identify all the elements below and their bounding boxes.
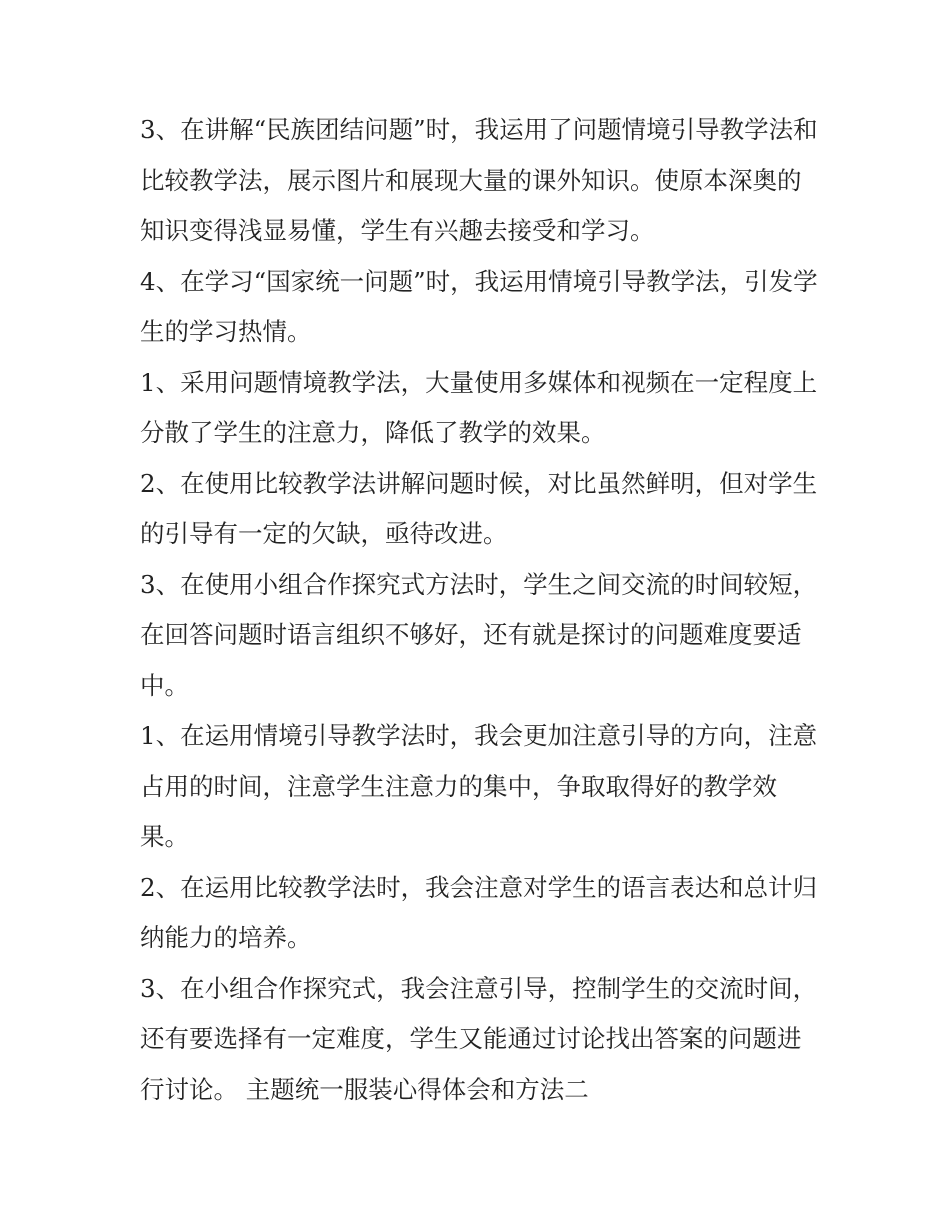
paragraph-7: 2、在运用比较教学法时，我会注意对学生的语言表达和总计归纳能力的培养。 [140,872,818,952]
paragraph-4: 2、在使用比较教学法讲解问题时候，对比虽然鲜明，但对学生的引导有一定的欠缺，亟待改进。 [140,468,818,548]
paragraph-1: 3、在讲解“民族团结问题”时，我运用了问题情境引导教学法和比较教学法，展示图片和展现大量的课外知识。使原本深奥的知识变得浅显易懂，学生有兴趣去接受和学习。 [140,115,818,245]
document-body [140,105,820,1115]
paragraph-3: 1、采用问题情境教学法，大量使用多媒体和视频在一定程度上分散了学生的注意力，降低了教学的效果。 [140,367,818,447]
paragraph-6: 1、在运用情境引导教学法时，我会更加注意引导的方向，注意占用的时间，注意学生注意力的集中，争取取得好的教学效果。 [140,721,818,851]
paragraph-8: 3、在小组合作探究式，我会注意引导，控制学生的交流时间，还有要选择有一定难度，学生又能通过讨论找出答案的问题进行讨论。 主题统一服装心得体会和方法二 [140,973,818,1104]
paragraph-5: 3、在使用小组合作探究式方法时，学生之间交流的时间较短，在回答问题时语言组织不够好，还有就是探讨的问题难度要适中。 [140,569,818,700]
paragraph-2: 4、在学习“国家统一问题”时，我运用情境引导教学法，引发学生的学习热情。 [140,266,818,346]
